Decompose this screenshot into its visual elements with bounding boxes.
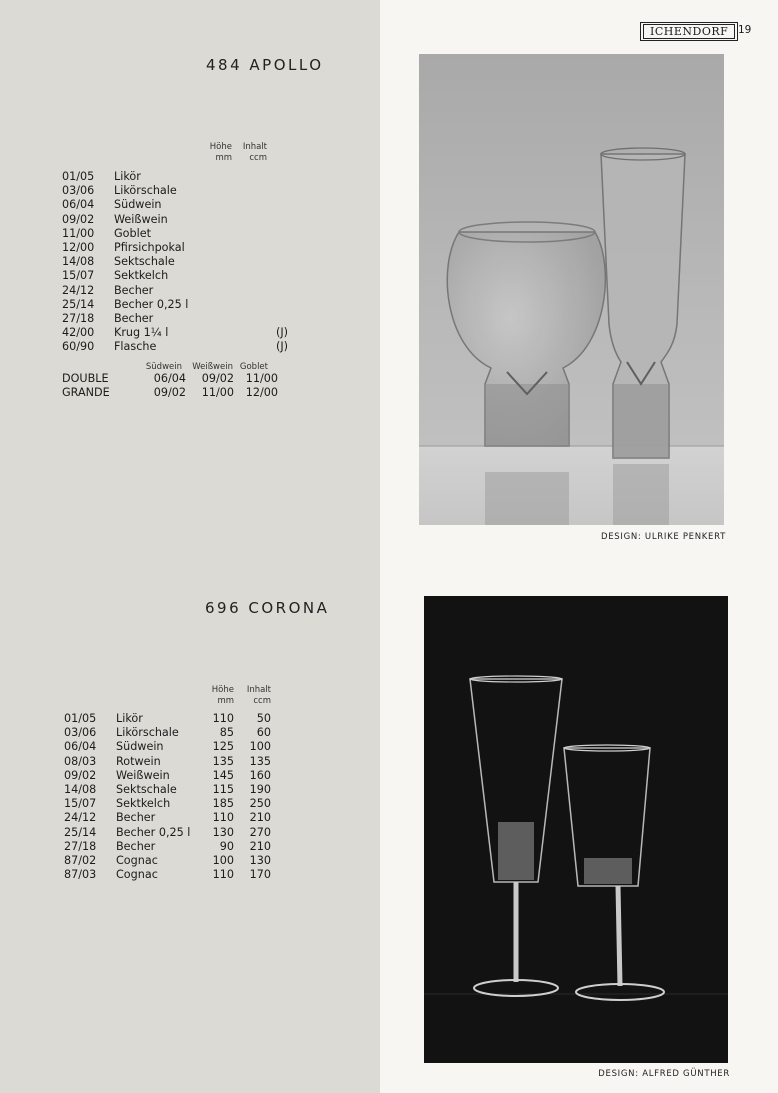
item-code: 25/14 xyxy=(62,297,95,311)
item-code: 27/18 xyxy=(64,839,97,853)
combo-value: 12/00 xyxy=(245,386,278,400)
item-code: 87/03 xyxy=(64,868,97,882)
item-name: Becher xyxy=(116,811,156,825)
item-code: 09/02 xyxy=(62,212,95,226)
table-row xyxy=(64,854,274,868)
item-code: 01/05 xyxy=(62,170,95,183)
item-note: (J) xyxy=(275,340,288,354)
table-row xyxy=(62,312,292,326)
item-height: 90 xyxy=(219,839,234,853)
table-row xyxy=(64,755,274,769)
table-row xyxy=(64,797,274,811)
combo-name: DOUBLE xyxy=(62,372,109,385)
item-volume: 210 xyxy=(249,839,271,853)
item-name: Likör xyxy=(116,712,143,725)
item-name: Pfirsichpokal xyxy=(114,241,185,254)
item-code: 08/03 xyxy=(64,754,97,768)
item-name: Sektschale xyxy=(114,255,175,269)
combo-header-suedwein: Südwein xyxy=(145,362,182,372)
item-note: (J) xyxy=(275,326,288,340)
item-code: 06/04 xyxy=(64,740,97,754)
item-name: Sektkelch xyxy=(116,797,171,811)
item-name: Weißwein xyxy=(116,768,170,782)
item-volume: 270 xyxy=(249,825,271,839)
item-volume: 210 xyxy=(249,811,271,825)
item-volume: 60 xyxy=(256,726,271,740)
table-row xyxy=(62,184,292,198)
combo-value: 06/04 xyxy=(153,372,186,385)
combo-header-goblet: Goblet xyxy=(239,362,268,372)
table-row xyxy=(64,868,274,882)
item-name: Becher xyxy=(116,839,156,853)
item-code: 11/00 xyxy=(62,226,95,240)
item-name: Likör xyxy=(114,170,141,183)
table-row xyxy=(62,326,292,340)
apollo-photo xyxy=(419,54,724,525)
item-code: 03/06 xyxy=(62,184,95,198)
table-row xyxy=(62,213,292,227)
combo-value: 11/00 xyxy=(201,386,234,400)
item-name: Goblet xyxy=(114,226,151,240)
item-height: 110 xyxy=(212,712,234,725)
item-code: 87/02 xyxy=(64,854,97,867)
table-row xyxy=(62,298,292,312)
table-row xyxy=(64,811,274,825)
item-height: 125 xyxy=(212,740,234,754)
item-height: 115 xyxy=(212,783,234,796)
item-name: Krug 1¼ l xyxy=(114,326,169,340)
table-row xyxy=(62,269,292,283)
apollo-design-credit: DESIGN: ULRIKE PENKERT xyxy=(600,532,726,542)
item-code: 12/00 xyxy=(62,241,95,254)
item-volume: 100 xyxy=(249,740,271,754)
item-name: Weißwein xyxy=(114,212,168,226)
combo-header-weisswein: Weißwein xyxy=(192,362,233,372)
item-volume: 250 xyxy=(249,797,271,811)
item-name: Sektschale xyxy=(116,783,177,796)
corona-photo xyxy=(424,596,728,1063)
item-code: 06/04 xyxy=(62,198,95,212)
apollo-height-header: Höhe mm xyxy=(209,142,232,163)
item-code: 24/12 xyxy=(64,811,97,825)
item-volume: 190 xyxy=(249,783,271,796)
corona-volume-header: Inhalt ccm xyxy=(246,685,271,706)
item-name: Becher 0,25 l xyxy=(114,297,189,311)
item-name: Becher xyxy=(114,312,154,325)
item-volume: 50 xyxy=(256,712,271,725)
table-row xyxy=(64,726,274,740)
table-row xyxy=(62,227,292,241)
table-row xyxy=(62,372,292,386)
corona-title: 696 CORONA xyxy=(205,599,330,617)
table-row xyxy=(62,241,292,255)
item-code: 01/05 xyxy=(64,712,97,725)
item-code: 25/14 xyxy=(64,825,97,839)
combo-value: 09/02 xyxy=(201,372,234,385)
item-code: 03/06 xyxy=(64,726,97,740)
item-name: Sektkelch xyxy=(114,269,169,283)
item-code: 27/18 xyxy=(62,312,95,325)
brand-logo: ICHENDORF xyxy=(640,22,738,41)
item-height: 110 xyxy=(212,868,234,882)
corona-design-credit: DESIGN: ALFRED GÜNTHER xyxy=(598,1069,730,1079)
item-name: Flasche xyxy=(114,340,157,354)
item-height: 135 xyxy=(212,754,234,768)
combo-value: 11/00 xyxy=(245,372,278,385)
item-name: Becher 0,25 l xyxy=(116,825,191,839)
item-code: 15/07 xyxy=(62,269,95,283)
table-row xyxy=(62,255,292,269)
item-code: 15/07 xyxy=(64,797,97,811)
combo-name: GRANDE xyxy=(62,386,110,400)
item-name: Südwein xyxy=(116,740,164,754)
table-row xyxy=(62,386,292,400)
left-panel xyxy=(0,0,380,1093)
item-code: 14/08 xyxy=(62,255,95,269)
table-row xyxy=(62,284,292,298)
table-row xyxy=(64,783,274,797)
item-height: 110 xyxy=(212,811,234,825)
table-row xyxy=(62,198,292,212)
item-height: 145 xyxy=(212,768,234,782)
table-row xyxy=(64,840,274,854)
item-code: 60/90 xyxy=(62,340,95,354)
apollo-volume-header: Inhalt ccm xyxy=(242,142,267,163)
item-code: 42/00 xyxy=(62,326,95,340)
item-volume: 130 xyxy=(249,854,271,867)
item-name: Cognac xyxy=(116,868,158,882)
item-code: 14/08 xyxy=(64,783,97,796)
apollo-title: 484 APOLLO xyxy=(206,56,324,74)
table-row xyxy=(64,826,274,840)
item-volume: 170 xyxy=(249,868,271,882)
item-name: Likörschale xyxy=(116,726,179,740)
table-row xyxy=(64,712,274,726)
item-name: Cognac xyxy=(116,854,158,867)
table-row xyxy=(64,769,274,783)
item-height: 130 xyxy=(212,825,234,839)
table-row xyxy=(64,740,274,754)
corona-height-header: Höhe mm xyxy=(211,685,234,706)
page-number: 19 xyxy=(738,24,752,36)
item-height: 100 xyxy=(212,854,234,867)
item-height: 85 xyxy=(219,726,234,740)
item-name: Becher xyxy=(114,283,154,297)
item-name: Likörschale xyxy=(114,184,177,198)
table-row xyxy=(62,170,292,184)
item-code: 24/12 xyxy=(62,283,95,297)
item-volume: 135 xyxy=(249,754,271,768)
table-row xyxy=(62,340,292,354)
corona-glasses-image xyxy=(424,596,728,1063)
combo-value: 09/02 xyxy=(153,386,186,400)
item-height: 185 xyxy=(212,797,234,811)
item-name: Südwein xyxy=(114,198,162,212)
apollo-glasses-image xyxy=(419,54,724,525)
item-volume: 160 xyxy=(249,768,271,782)
item-code: 09/02 xyxy=(64,768,97,782)
item-name: Rotwein xyxy=(116,754,161,768)
